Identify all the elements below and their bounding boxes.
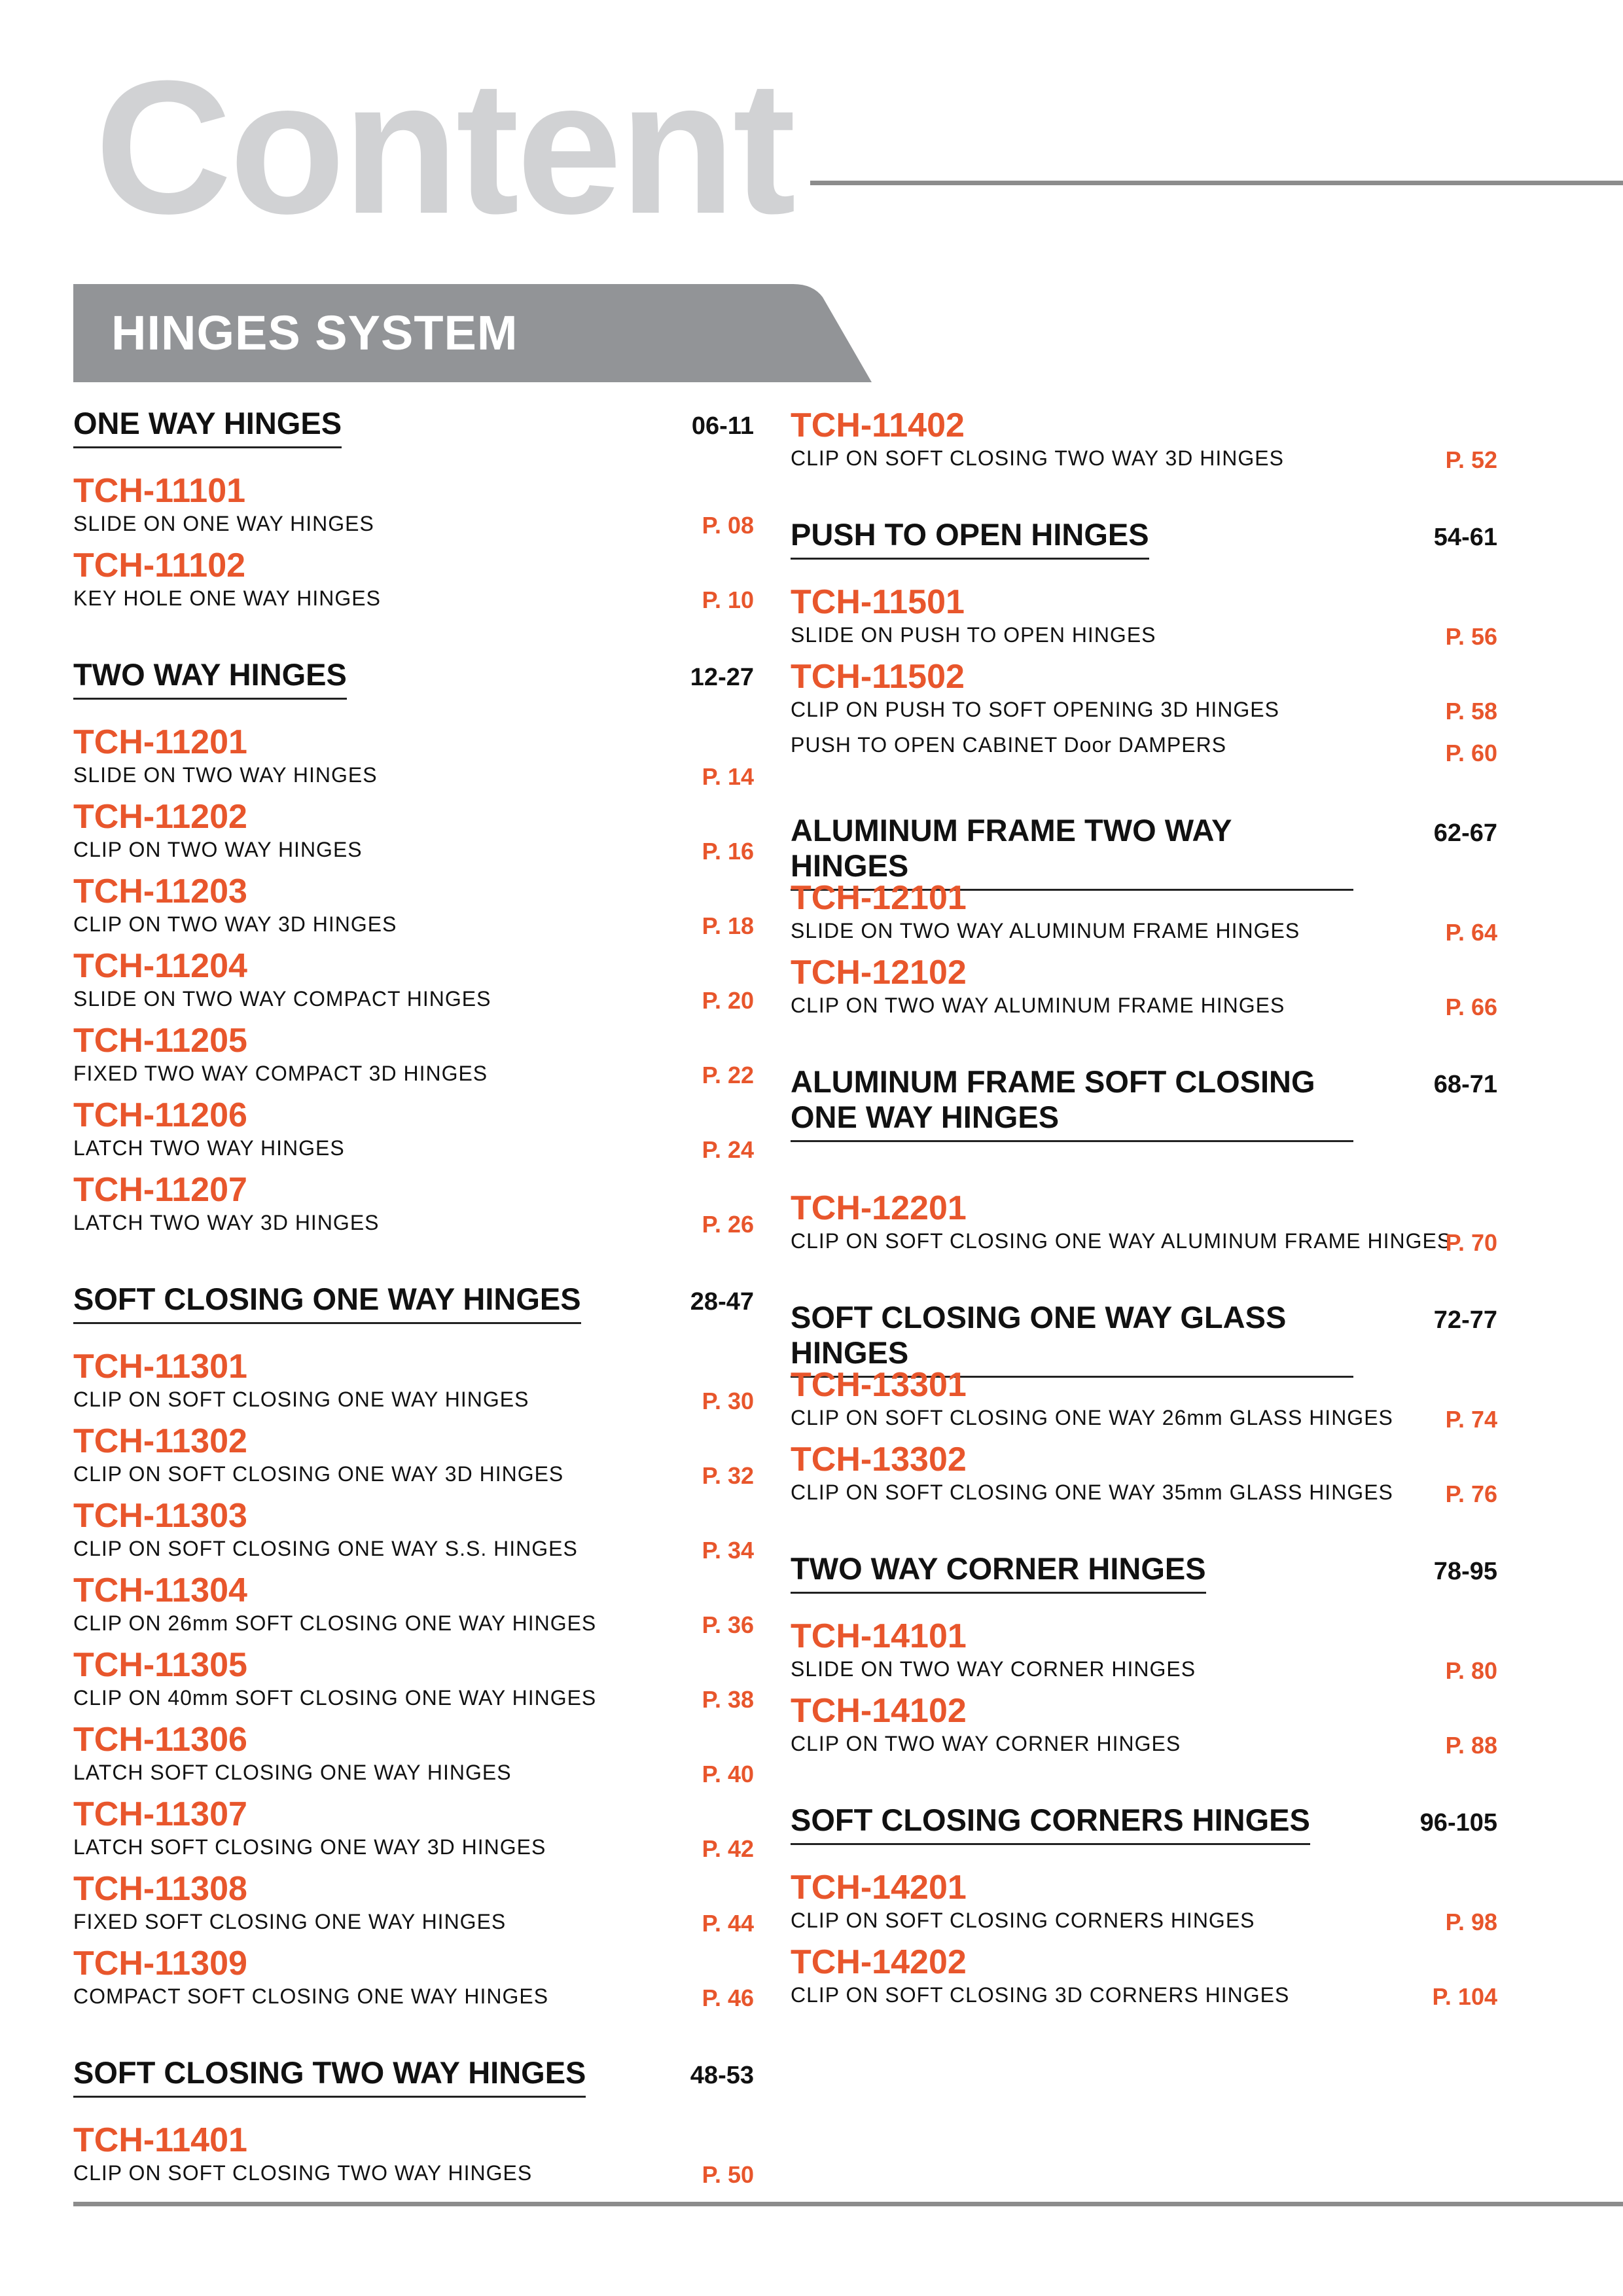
toc-entry[interactable]	[791, 1691, 1497, 1766]
toc-entry[interactable]	[791, 406, 1497, 480]
product-description: SLIDE ON ONE WAY HINGES	[73, 512, 374, 535]
toc-entry[interactable]	[73, 1720, 754, 1795]
product-code: TCH-11205	[73, 1022, 247, 1060]
product-description: CLIP ON 26mm SOFT CLOSING ONE WAY HINGES	[73, 1611, 597, 1635]
product-code: TCH-11501	[791, 583, 965, 621]
product-code: TCH-14102	[791, 1692, 967, 1730]
toc-entry[interactable]	[791, 1365, 1497, 1440]
product-description: FIXED TWO WAY COMPACT 3D HINGES	[73, 1062, 488, 1085]
title-rule	[810, 181, 1623, 185]
page-number: P. 18	[702, 912, 754, 939]
product-description: CLIP ON TWO WAY CORNER HINGES	[791, 1732, 1181, 1755]
page-number: P. 26	[702, 1211, 754, 1238]
product-description: CLIP ON PUSH TO SOFT OPENING 3D HINGES	[791, 698, 1279, 721]
toc-entry[interactable]	[791, 1189, 1497, 1263]
product-code: TCH-12101	[791, 879, 967, 917]
section-header	[73, 1282, 754, 1347]
page-number: P. 16	[702, 838, 754, 865]
product-description: LATCH SOFT CLOSING ONE WAY HINGES	[73, 1761, 512, 1784]
toc-section	[791, 480, 1497, 776]
toc-section	[73, 406, 754, 620]
product-code: TCH-13302	[791, 1441, 967, 1479]
page-number: P. 52	[1445, 446, 1497, 473]
section-gap	[791, 776, 1497, 813]
toc-entry[interactable]	[73, 1422, 754, 1496]
toc-section	[791, 1263, 1497, 1515]
section-header	[73, 657, 754, 723]
product-description: SLIDE ON PUSH TO OPEN HINGES	[791, 623, 1156, 647]
page-number: P. 42	[702, 1835, 754, 1862]
page-number: P. 34	[702, 1537, 754, 1564]
product-description: FIXED SOFT CLOSING ONE WAY HINGES	[73, 1910, 507, 1933]
toc-section	[791, 1515, 1497, 1766]
page-number: P. 70	[1445, 1229, 1497, 1256]
toc-entry[interactable]	[791, 1943, 1497, 2017]
product-description: CLIP ON SOFT CLOSING TWO WAY 3D HINGES	[791, 446, 1284, 470]
toc-entry[interactable]	[73, 1571, 754, 1645]
section-gap	[791, 1766, 1497, 1803]
page-number: P. 88	[1445, 1732, 1497, 1759]
banner-label: HINGES SYSTEM	[111, 306, 518, 360]
toc-entry[interactable]	[73, 797, 754, 872]
section-title: ALUMINUM FRAME SOFT CLOSING ONE WAY HINGES	[791, 1064, 1353, 1142]
page-number: P. 14	[702, 763, 754, 790]
page-number: P. 24	[702, 1136, 754, 1163]
section-gap	[73, 620, 754, 657]
page-number: P. 76	[1445, 1480, 1497, 1507]
page-range: 62-67	[1433, 819, 1497, 847]
product-code: TCH-11305	[73, 1646, 247, 1684]
product-code: TCH-11401	[73, 2121, 247, 2159]
page-range: 68-71	[1433, 1071, 1497, 1098]
page-number: P. 20	[702, 987, 754, 1014]
section-title: TWO WAY CORNER HINGES	[791, 1551, 1206, 1594]
page-number: P. 32	[702, 1462, 754, 1489]
page-range: 72-77	[1433, 1306, 1497, 1334]
section-gap	[791, 1515, 1497, 1551]
product-description: SLIDE ON TWO WAY CORNER HINGES	[791, 1657, 1196, 1681]
bottom-rule	[73, 2202, 1623, 2206]
section-gap	[791, 1028, 1497, 1064]
product-code: TCH-11102	[73, 547, 246, 584]
page-number: P. 10	[702, 586, 754, 613]
product-code: TCH-11302	[73, 1422, 247, 1460]
product-description: CLIP ON TWO WAY 3D HINGES	[73, 912, 397, 936]
product-description: CLIP ON SOFT CLOSING TWO WAY HINGES	[73, 2161, 533, 2185]
toc-entry[interactable]	[73, 471, 754, 546]
page-number: P. 36	[702, 1611, 754, 1638]
section-header	[73, 2055, 754, 2121]
product-code: TCH-13301	[791, 1366, 967, 1404]
section-gap	[73, 1245, 754, 1282]
product-code: TCH-11101	[73, 472, 246, 510]
page-range: 48-53	[690, 2062, 754, 2089]
left-column	[73, 406, 754, 2195]
section-title: PUSH TO OPEN HINGES	[791, 517, 1149, 560]
product-code: TCH-11204	[73, 947, 247, 985]
section-gap	[73, 2018, 754, 2055]
product-description: CLIP ON TWO WAY HINGES	[73, 838, 363, 861]
toc-entry[interactable]	[73, 1347, 754, 1422]
toc-entry[interactable]	[791, 732, 1497, 776]
page-number: P. 64	[1445, 919, 1497, 946]
toc-entry[interactable]	[73, 1096, 754, 1170]
toc-entry[interactable]	[73, 1021, 754, 1096]
page-number: P. 50	[702, 2161, 754, 2188]
product-code: TCH-11308	[73, 1870, 247, 1908]
section-gap	[791, 480, 1497, 517]
product-description: SLIDE ON TWO WAY ALUMINUM FRAME HINGES	[791, 919, 1300, 942]
product-description: CLIP ON SOFT CLOSING ONE WAY 26mm GLASS HINGES	[791, 1406, 1393, 1429]
page-number: P. 08	[702, 512, 754, 539]
product-description: CLIP ON SOFT CLOSING ONE WAY HINGES	[73, 1388, 529, 1411]
page-number: P. 80	[1445, 1657, 1497, 1684]
toc-entry[interactable]	[73, 2121, 754, 2195]
toc-section	[791, 1028, 1497, 1263]
product-code: TCH-14101	[791, 1617, 967, 1655]
section-gap	[791, 1263, 1497, 1300]
product-code: TCH-11202	[73, 798, 247, 836]
page-number: P. 40	[702, 1761, 754, 1787]
page-number: P. 44	[702, 1910, 754, 1937]
product-description: KEY HOLE ONE WAY HINGES	[73, 586, 381, 610]
section-title: ONE WAY HINGES	[73, 406, 342, 448]
toc-entry[interactable]	[73, 1869, 754, 1944]
product-description: CLIP ON TWO WAY ALUMINUM FRAME HINGES	[791, 994, 1285, 1017]
product-description: PUSH TO OPEN CABINET Door DAMPERS	[791, 733, 1227, 757]
toc-section	[791, 776, 1497, 1028]
product-code: TCH-14201	[791, 1869, 967, 1907]
page-range: 96-105	[1419, 1809, 1497, 1837]
page-number: P. 74	[1445, 1406, 1497, 1433]
page-number: P. 60	[1445, 740, 1497, 766]
product-code: TCH-11402	[791, 406, 965, 444]
toc-entry[interactable]	[73, 1170, 754, 1245]
toc-entry[interactable]	[791, 953, 1497, 1028]
product-code: TCH-11303	[73, 1497, 247, 1535]
product-code: TCH-11201	[73, 723, 247, 761]
page-range: 28-47	[690, 1288, 754, 1316]
page-number: P. 98	[1445, 1909, 1497, 1935]
product-code: TCH-11306	[73, 1721, 247, 1759]
section-title: SOFT CLOSING ONE WAY HINGES	[73, 1282, 581, 1324]
product-code: TCH-12201	[791, 1189, 967, 1227]
page-number: P. 104	[1432, 1983, 1497, 2010]
section-header	[73, 406, 754, 471]
product-description: LATCH SOFT CLOSING ONE WAY 3D HINGES	[73, 1835, 546, 1859]
toc-entry[interactable]	[73, 1496, 754, 1571]
toc-entry[interactable]	[791, 1617, 1497, 1691]
toc-entry[interactable]	[73, 546, 754, 620]
toc-entry[interactable]	[73, 946, 754, 1021]
product-code: TCH-11304	[73, 1571, 247, 1609]
page-number: P. 30	[702, 1388, 754, 1414]
toc-entry[interactable]	[791, 657, 1497, 732]
product-description: CLIP ON SOFT CLOSING 3D CORNERS HINGES	[791, 1983, 1290, 2007]
page-number: P. 66	[1445, 994, 1497, 1020]
page-number: P. 46	[702, 1984, 754, 2011]
page-range: 06-11	[691, 412, 754, 440]
product-description: COMPACT SOFT CLOSING ONE WAY HINGES	[73, 1984, 549, 2008]
product-code: TCH-11502	[791, 658, 965, 696]
page-range: 78-95	[1433, 1558, 1497, 1585]
section-header	[791, 813, 1497, 884]
section-header	[791, 1300, 1497, 1371]
toc-entry[interactable]	[73, 1795, 754, 1869]
toc-section	[791, 1766, 1497, 2017]
product-description: CLIP ON SOFT CLOSING ONE WAY ALUMINUM FRAME HINGES	[791, 1229, 1452, 1253]
page-number: P. 22	[702, 1062, 754, 1088]
toc-section	[73, 2018, 754, 2195]
section-banner	[73, 284, 872, 382]
toc-entry[interactable]	[73, 872, 754, 946]
section-title: ALUMINUM FRAME TWO WAY HINGES	[791, 813, 1353, 891]
product-description: LATCH TWO WAY 3D HINGES	[73, 1211, 380, 1234]
product-description: CLIP ON SOFT CLOSING ONE WAY 35mm GLASS HINGES	[791, 1480, 1393, 1504]
page-range: 54-61	[1433, 524, 1497, 551]
toc-entry[interactable]	[791, 583, 1497, 657]
toc-entry[interactable]	[791, 1440, 1497, 1515]
product-description: LATCH TWO WAY HINGES	[73, 1136, 345, 1160]
section-title: TWO WAY HINGES	[73, 657, 347, 700]
section-header	[791, 1803, 1497, 1868]
product-description: CLIP ON SOFT CLOSING ONE WAY 3D HINGES	[73, 1462, 564, 1486]
right-column	[791, 406, 1497, 2017]
page-number: P. 58	[1445, 698, 1497, 725]
product-code: TCH-11307	[73, 1795, 247, 1833]
section-title: SOFT CLOSING ONE WAY GLASS HINGES	[791, 1300, 1353, 1378]
section-title: SOFT CLOSING CORNERS HINGES	[791, 1803, 1310, 1845]
toc-section	[73, 1245, 754, 2018]
page-title: Content	[95, 41, 794, 253]
section-header	[791, 1064, 1497, 1189]
product-description: SLIDE ON TWO WAY HINGES	[73, 763, 378, 787]
product-description: CLIP ON SOFT CLOSING ONE WAY S.S. HINGES	[73, 1537, 578, 1560]
toc-entry[interactable]	[791, 878, 1497, 953]
toc-entry[interactable]	[73, 723, 754, 797]
page-number: P. 38	[702, 1686, 754, 1713]
page-number: P. 56	[1445, 623, 1497, 650]
toc-section	[73, 620, 754, 1245]
product-description: CLIP ON 40mm SOFT CLOSING ONE WAY HINGES	[73, 1686, 597, 1710]
product-description: SLIDE ON TWO WAY COMPACT HINGES	[73, 987, 491, 1011]
product-code: TCH-11207	[73, 1171, 247, 1209]
product-code: TCH-11301	[73, 1348, 247, 1386]
product-code: TCH-11203	[73, 872, 247, 910]
toc-entry[interactable]	[73, 1944, 754, 2018]
section-header	[791, 517, 1497, 583]
section-header	[791, 1551, 1497, 1617]
toc-entry[interactable]	[791, 1868, 1497, 1943]
section-title: SOFT CLOSING TWO WAY HINGES	[73, 2055, 586, 2098]
page-range: 12-27	[690, 664, 754, 691]
product-code: TCH-11206	[73, 1096, 247, 1134]
product-code: TCH-12102	[791, 954, 967, 992]
product-description: CLIP ON SOFT CLOSING CORNERS HINGES	[791, 1909, 1255, 1932]
product-code: TCH-14202	[791, 1943, 967, 1981]
product-code: TCH-11309	[73, 1945, 247, 1982]
toc-entry[interactable]	[73, 1645, 754, 1720]
